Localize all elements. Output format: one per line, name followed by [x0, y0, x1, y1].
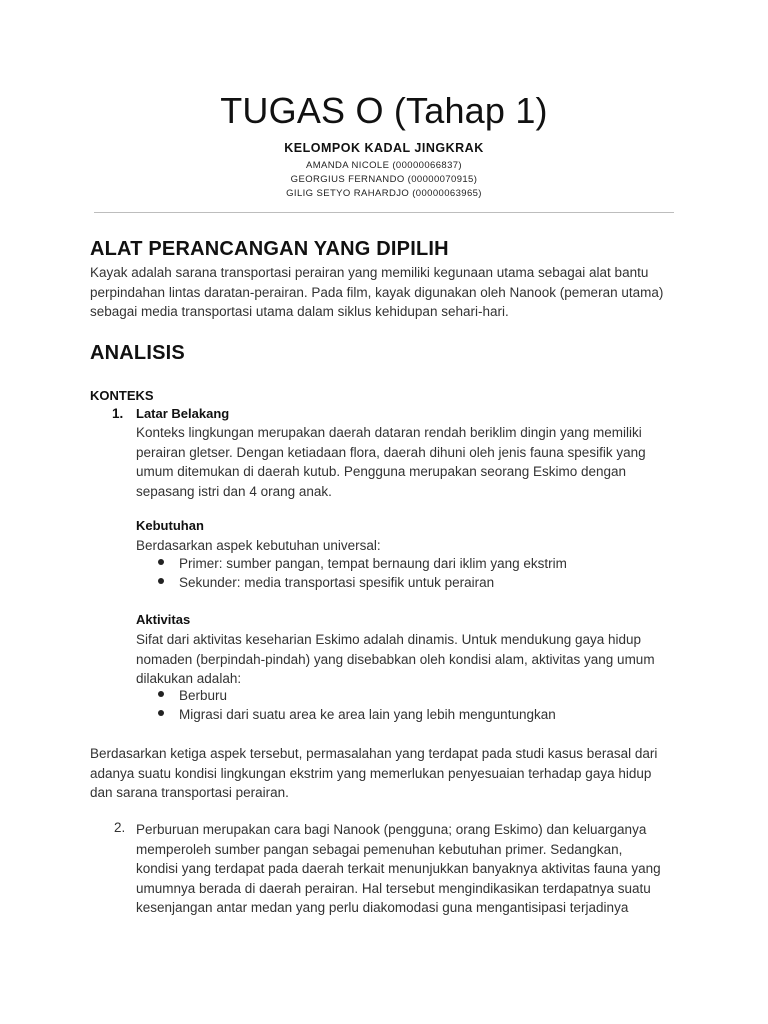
group-name: KELOMPOK KADAL JINGKRAK	[284, 141, 484, 155]
paragraph-line: dilakukan adalah:	[136, 671, 242, 686]
kebutuhan-title: Kebutuhan	[136, 518, 204, 533]
section-heading-analisis: ANALISIS	[90, 342, 185, 364]
paragraph-line: Sifat dari aktivitas keseharian Eskimo adalah dinamis. Untuk mendukung gaya hidup	[136, 632, 642, 647]
list-item	[158, 556, 567, 571]
bullet-icon	[158, 578, 164, 584]
member-name: GEORGIUS FERNANDO (00000070915)	[290, 174, 478, 185]
bullet-text: Migrasi dari suatu area ke area lain yang lebih menguntungkan	[179, 707, 556, 722]
bullet-icon	[158, 559, 164, 565]
paragraph-line: perairan gletser. Dengan ketiadaan flora, daerah dihuni oleh jenis fauna spesifik yang	[136, 444, 646, 460]
document-title: TUGAS O (Tahap 1)	[220, 90, 548, 131]
paragraph-line: sebagai media transportasi utama dalam siklus kehidupan sehari-hari.	[90, 304, 509, 319]
latar-belakang-paragraph	[136, 423, 646, 501]
bullet-text: Sekunder: media transportasi spesifik untuk perairan	[179, 575, 495, 590]
paragraph-line: dan sarana transportasi perairan.	[90, 785, 289, 800]
list-number: 1.	[112, 406, 124, 421]
paragraph-line: kesenjangan antar medan yang perlu diakomodasi guna mengantisipasi terjadinya	[136, 900, 629, 915]
member-name: AMANDA NICOLE (00000066837)	[305, 160, 462, 171]
bullet-icon	[158, 710, 164, 716]
paragraph-line: Konteks lingkungan merupakan daerah dataran rendah beriklim dingin yang memiliki	[136, 425, 642, 440]
member-name: GILIG SETYO RAHARDJO (00000063965)	[286, 188, 482, 199]
list-item	[158, 575, 494, 590]
paragraph-line: umum ditemukan di daerah kutub. Pengguna merupakan seorang Eskimo dengan	[136, 464, 627, 479]
paragraph-line: Kayak adalah sarana transportasi perairan yang memiliki kegunaan utama sebagai alat bantu	[90, 265, 649, 280]
aktivitas-paragraph	[136, 630, 655, 689]
paragraph-line: kondisi yang terdapat pada daerah terkait menunjukkan banyaknya aktivitas fauna yang	[136, 861, 661, 876]
list-item	[158, 707, 556, 722]
section-alat-paragraph	[90, 263, 663, 322]
bullet-text: Berburu	[179, 688, 228, 703]
paragraph-line: umumnya berada di daerah perairan. Hal tersebut mengindikasikan terdapatnya suatu	[136, 880, 651, 896]
paragraph-line: adanya suatu kondisi lingkungan ekstrim yang memerlukan penyesuaian terhadap gaya hidup	[90, 765, 652, 781]
paragraph-line: nomaden (berpindah-pindah) yang disebabkan oleh kondisi alam, aktivitas yang umum	[136, 651, 655, 667]
paragraph-line: memperoleh sumber pangan sebagai pemenuhan kebutuhan primer. Sedangkan,	[136, 841, 623, 857]
aktivitas-title: Aktivitas	[136, 612, 191, 627]
kebutuhan-intro: Berdasarkan aspek kebutuhan universal:	[136, 538, 381, 553]
paragraph-line: Perburuan merupakan cara bagi Nanook (pengguna; orang Eskimo) dan keluarganya	[136, 822, 647, 837]
list-number: 2.	[114, 820, 126, 835]
paragraph-line: sepasang istri dan 4 orang anak.	[136, 483, 332, 499]
paragraph-line: Berdasarkan ketiga aspek tersebut, permasalahan yang terdapat pada studi kasus berasal dari	[90, 746, 658, 761]
header-divider	[94, 212, 674, 213]
item2-paragraph	[136, 820, 661, 918]
summary-paragraph	[90, 744, 657, 803]
latar-belakang-title: Latar Belakang	[136, 406, 230, 421]
konteks-label: KONTEKS	[90, 388, 154, 403]
bullet-icon	[158, 691, 164, 697]
paragraph-line: perpindahan lintas daratan-perairan. Pada film, kayak digunakan oleh Nanook (pemeran utama)	[90, 284, 664, 300]
bullet-text: Primer: sumber pangan, tempat bernaung dari iklim yang ekstrim	[179, 556, 567, 571]
list-item	[158, 688, 227, 703]
section-heading-alat: ALAT PERANCANGAN YANG DIPILIH	[90, 238, 449, 260]
